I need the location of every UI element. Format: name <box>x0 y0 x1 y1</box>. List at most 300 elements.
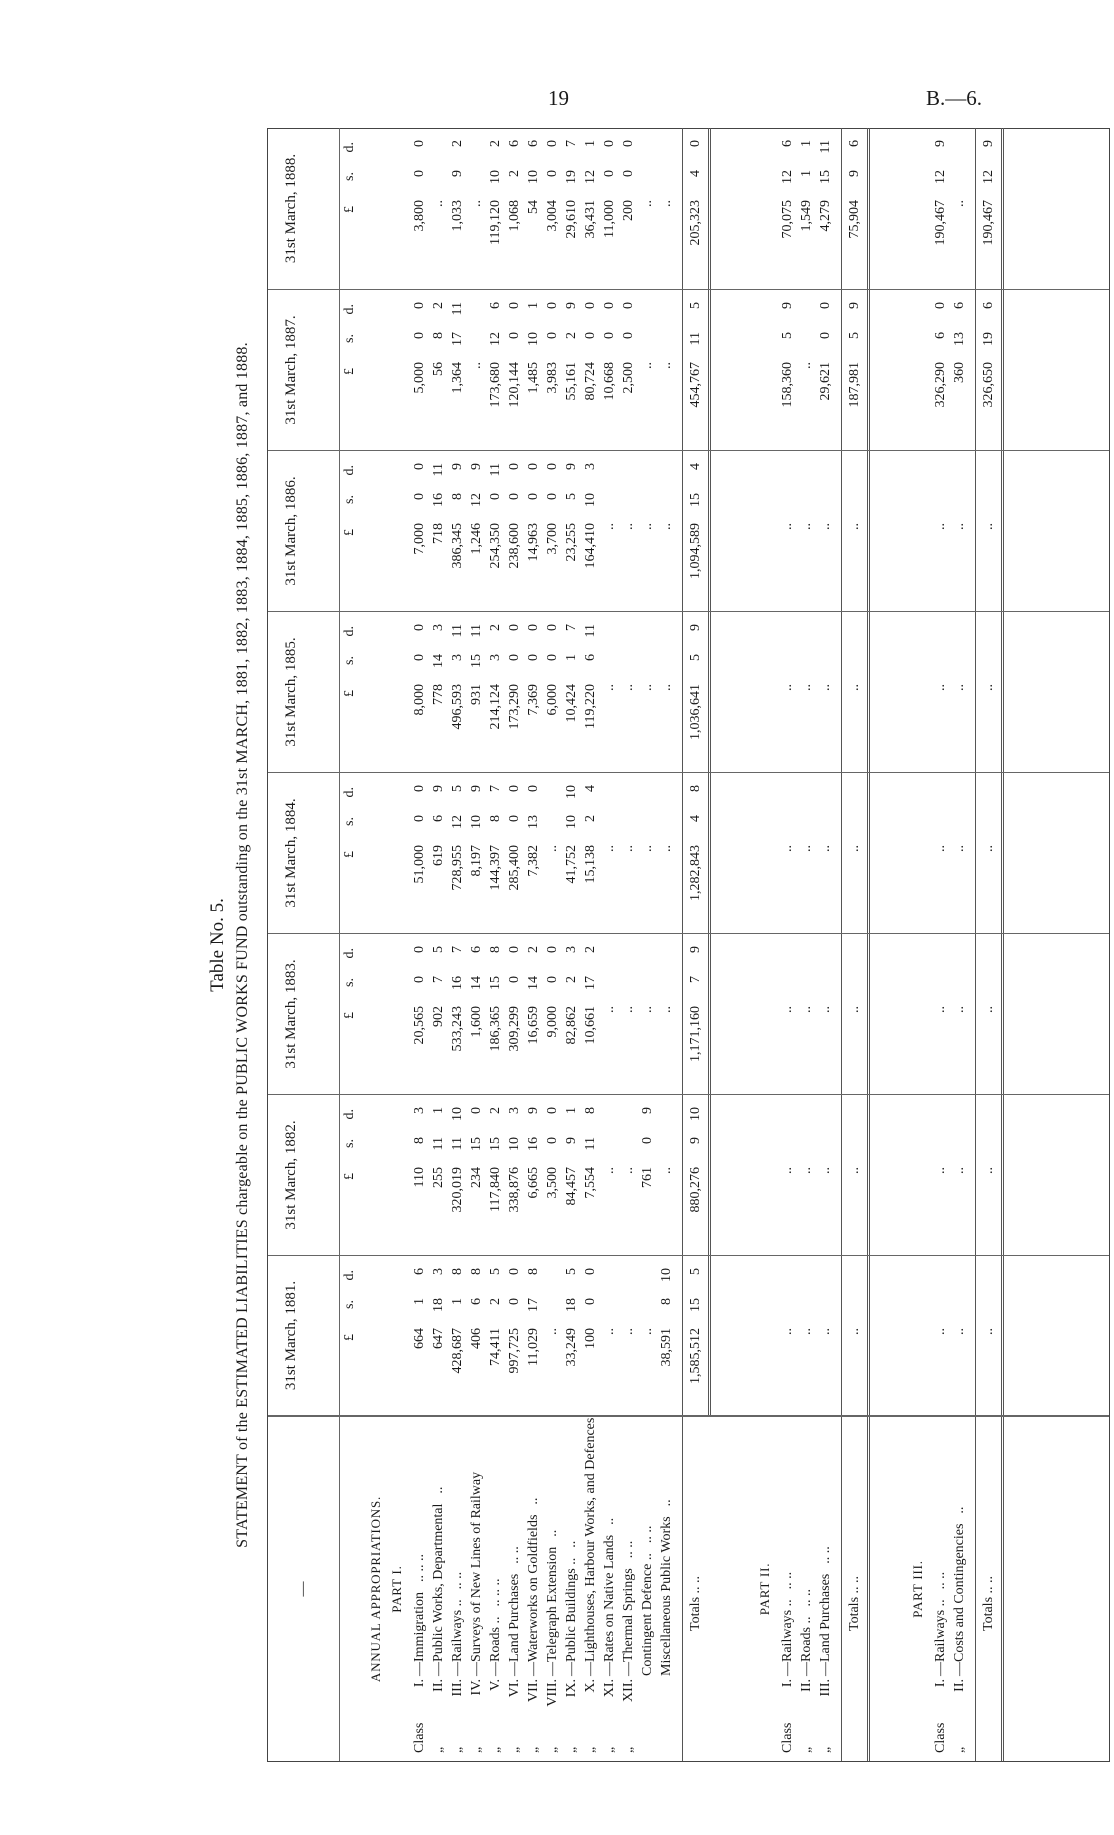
shillings-value: 0 <box>545 493 560 500</box>
total-cell <box>686 1256 705 1415</box>
value-cell <box>467 128 486 289</box>
pence-value: 0 <box>545 624 560 631</box>
pounds-value: .. <box>952 1006 967 1013</box>
shillings-value: 0 <box>507 815 522 822</box>
pounds-value: 56 <box>431 362 446 376</box>
pounds-unit: £ <box>342 1012 357 1019</box>
shillings-value: 10 <box>526 332 541 346</box>
value-cell <box>600 612 619 772</box>
totals-label: Totals .. .. <box>981 1575 996 1631</box>
appropriation-row-label <box>429 1487 448 1753</box>
value-cell <box>600 1095 619 1255</box>
appropriation-row-label <box>657 1499 676 1753</box>
total-shillings: 11 <box>688 332 703 346</box>
pounds-value: .. <box>640 684 655 691</box>
pence-value: 10 <box>564 785 579 799</box>
class-label: „ <box>621 1746 636 1753</box>
value-cell <box>638 128 657 289</box>
value-cell <box>486 773 505 933</box>
shillings-value: 0 <box>545 170 560 177</box>
pounds-value: .. <box>952 1328 967 1335</box>
pounds-value: .. <box>952 523 967 530</box>
pence-unit: d. <box>342 1109 357 1120</box>
total-cell <box>845 128 864 289</box>
value-cell <box>448 612 467 772</box>
leader-dots: .. .. <box>818 1546 833 1564</box>
value-cell <box>562 290 581 450</box>
pounds-value: .. <box>818 845 833 852</box>
value-cell <box>657 612 676 772</box>
pounds-unit: £ <box>342 851 357 858</box>
pounds-value: .. <box>799 362 814 369</box>
year-column <box>268 1094 1109 1255</box>
pence-value: 0 <box>545 463 560 470</box>
value-cell <box>950 773 969 933</box>
pounds-value: 7,554 <box>583 1167 598 1199</box>
total-rule-bottom <box>867 290 870 450</box>
value-cell <box>543 451 562 611</box>
pounds-value: .. <box>659 523 674 530</box>
appropriation-name: Miscellaneous Public Works <box>659 1516 674 1676</box>
class-label: Class <box>412 1722 427 1753</box>
pounds-value: .. <box>469 200 484 207</box>
total-rule-bottom <box>867 1256 870 1415</box>
class-numeral: I. <box>412 1679 427 1688</box>
pounds-value: 82,862 <box>564 1006 579 1045</box>
pence-value: 0 <box>602 302 617 309</box>
total-rule-top <box>841 773 842 933</box>
total-pence: 8 <box>688 785 703 792</box>
appropriation-row-label <box>467 1462 486 1753</box>
shillings-value: 3 <box>488 654 503 661</box>
pounds-value: .. <box>602 845 617 852</box>
class-numeral: V. <box>488 1679 503 1691</box>
pence-value: 9 <box>780 302 795 309</box>
total-pence: 5 <box>688 1268 703 1275</box>
value-cell <box>429 1256 448 1415</box>
appropriation-name: —Roads .. <box>799 1616 814 1676</box>
shillings-value: 10 <box>507 1137 522 1151</box>
year-column-header: 31st March, 1886. <box>268 451 340 611</box>
pounds-value: .. <box>818 1328 833 1335</box>
annual-appropriations-heading: ANNUAL APPROPRIATIONS. <box>368 1495 383 1683</box>
pence-value: 0 <box>526 463 541 470</box>
pence-value: 3 <box>431 624 446 631</box>
class-numeral: II. <box>799 1679 814 1692</box>
shillings-value: 9 <box>450 170 465 177</box>
shillings-value: 14 <box>526 976 541 990</box>
pence-value: 8 <box>469 1268 484 1275</box>
pounds-value: 761 <box>640 1167 655 1188</box>
pounds-value: 6,000 <box>545 684 560 716</box>
total-pence: 9 <box>688 946 703 953</box>
total-rule-top <box>975 1256 976 1415</box>
year-column-header: 31st March, 1885. <box>268 612 340 772</box>
value-cell <box>638 612 657 772</box>
pence-value: 8 <box>488 946 503 953</box>
appropriation-name: —Rates on Native Lands <box>602 1534 617 1676</box>
shillings-value: 14 <box>431 654 446 668</box>
value-cell <box>486 290 505 450</box>
value-cell <box>467 934 486 1094</box>
value-cell <box>931 451 950 611</box>
value-cell <box>931 934 950 1094</box>
total-cell <box>845 290 864 450</box>
class-label: „ <box>526 1746 541 1753</box>
total-rule-bottom <box>1001 451 1004 611</box>
appropriation-name: —Railways .. <box>450 1599 465 1676</box>
leader-dots: .. .. <box>799 1589 814 1607</box>
pounds-value: 20,565 <box>412 1006 427 1045</box>
pence-value: 6 <box>469 946 484 953</box>
pence-value: 9 <box>526 1107 541 1114</box>
pounds-value: 11,000 <box>602 200 617 238</box>
pence-value: 9 <box>469 785 484 792</box>
appropriation-row-label <box>562 1541 581 1753</box>
pounds-value: .. <box>640 523 655 530</box>
value-cell <box>581 1256 600 1415</box>
total-cell <box>686 451 705 611</box>
shillings-value: 1 <box>450 1298 465 1305</box>
appropriation-row-label <box>524 1498 543 1753</box>
pounds-value: .. <box>659 362 674 369</box>
shillings-value: 0 <box>488 493 503 500</box>
value-cell <box>797 128 816 289</box>
pounds-value: 4,279 <box>818 200 833 232</box>
value-cell <box>581 1095 600 1255</box>
total-rule-bottom <box>1001 1095 1004 1255</box>
pounds-value: 9,000 <box>545 1006 560 1038</box>
total-pounds: .. <box>847 684 862 691</box>
pounds-value: .. <box>659 845 674 852</box>
pounds-unit: £ <box>342 206 357 213</box>
value-cell <box>448 1256 467 1415</box>
total-rule-bottom <box>708 773 711 933</box>
total-pounds: 1,585,512 <box>688 1328 703 1384</box>
shillings-value: 0 <box>545 976 560 983</box>
leader-dots: .. <box>602 1517 617 1525</box>
total-rule-bottom <box>867 934 870 1094</box>
pence-value: 0 <box>602 140 617 147</box>
class-label: „ <box>564 1746 579 1753</box>
appropriation-name: —Land Purchases <box>818 1573 833 1676</box>
value-cell <box>429 290 448 450</box>
value-cell <box>562 128 581 289</box>
appropriation-name: —Surveys of New Lines of Railway <box>469 1471 484 1676</box>
pounds-value: 186,365 <box>488 1006 503 1052</box>
year-column-header: 31st March, 1881. <box>268 1256 340 1415</box>
pounds-value: 29,621 <box>818 362 833 401</box>
shillings-value: 0 <box>545 1137 560 1144</box>
pounds-value: 14,963 <box>526 523 541 562</box>
appropriation-name: —Telegraph Extension <box>545 1546 560 1676</box>
class-numeral: IX. <box>564 1679 579 1698</box>
pounds-value: .. <box>621 845 636 852</box>
total-cell <box>845 773 864 933</box>
pounds-value: .. <box>640 1006 655 1013</box>
value-cell <box>600 128 619 289</box>
pence-value: 6 <box>488 302 503 309</box>
value-cell <box>778 290 797 450</box>
shillings-value: 0 <box>412 815 427 822</box>
shillings-value: 15 <box>818 170 833 184</box>
leader-dots: .. .. .. <box>488 1578 503 1607</box>
pounds-value: 3,500 <box>545 1167 560 1199</box>
pounds-value: .. <box>799 1006 814 1013</box>
value-cell <box>657 1256 676 1415</box>
pounds-value: .. <box>659 684 674 691</box>
pounds-value: .. <box>799 845 814 852</box>
leader-dots: .. <box>545 1529 560 1537</box>
total-rule-top <box>975 451 976 611</box>
value-cell <box>467 773 486 933</box>
total-pounds: .. <box>981 845 996 852</box>
pounds-value: 16,659 <box>526 1006 541 1045</box>
pounds-value: 23,255 <box>564 523 579 562</box>
pounds-value: .. <box>545 845 560 852</box>
pounds-value: .. <box>640 200 655 207</box>
part-heading: PART II. <box>757 1562 772 1616</box>
value-cell <box>581 934 600 1094</box>
pence-value: 8 <box>450 1268 465 1275</box>
value-cell <box>778 612 797 772</box>
value-cell <box>524 1095 543 1255</box>
appropriation-row-label <box>931 1572 950 1753</box>
pounds-value: 647 <box>431 1328 446 1349</box>
shillings-value: 5 <box>780 332 795 339</box>
pence-value: 2 <box>431 302 446 309</box>
value-cell <box>931 1095 950 1255</box>
total-cell <box>979 934 998 1094</box>
value-cell <box>797 1256 816 1415</box>
value-cell <box>950 1256 969 1415</box>
shillings-unit: s. <box>342 172 357 181</box>
total-rule-top <box>682 128 683 289</box>
total-cell <box>686 934 705 1094</box>
appropriation-name: Contingent Defence .. <box>640 1553 655 1676</box>
pence-value: 2 <box>450 140 465 147</box>
pounds-value: 1,068 <box>507 200 522 232</box>
pence-value: 5 <box>488 1268 503 1275</box>
total-shillings: 5 <box>688 654 703 661</box>
total-pounds: .. <box>981 1167 996 1174</box>
pounds-value: .. <box>952 1167 967 1174</box>
pence-value: 6 <box>507 140 522 147</box>
pence-value: 0 <box>412 946 427 953</box>
pounds-value: 7,000 <box>412 523 427 555</box>
shillings-value: 11 <box>431 1137 446 1151</box>
shillings-value: 15 <box>469 1137 484 1151</box>
shillings-value: 0 <box>526 493 541 500</box>
shillings-value: 0 <box>507 976 522 983</box>
pence-value: 6 <box>412 1268 427 1275</box>
year-column <box>268 611 1109 772</box>
total-rule-top <box>841 934 842 1094</box>
shillings-value: 0 <box>412 976 427 983</box>
leader-dots: .. <box>952 1506 967 1514</box>
value-cell <box>778 1256 797 1415</box>
value-cell <box>797 1095 816 1255</box>
shillings-value: 0 <box>545 654 560 661</box>
class-label: „ <box>602 1746 617 1753</box>
total-rule-bottom <box>1001 128 1004 289</box>
appropriation-name: —Thermal Springs <box>621 1568 636 1676</box>
pence-value: 2 <box>526 946 541 953</box>
value-cell <box>797 451 816 611</box>
value-cell <box>486 128 505 289</box>
pence-value: 11 <box>488 463 503 477</box>
shillings-value: 0 <box>621 170 636 177</box>
value-cell <box>931 773 950 933</box>
total-rule-top <box>975 290 976 450</box>
pence-value: 2 <box>583 946 598 953</box>
leader-dots: .. .. <box>621 1540 636 1559</box>
value-cell <box>543 1095 562 1255</box>
class-numeral: VIII. <box>545 1679 560 1707</box>
pounds-value: .. <box>602 1006 617 1013</box>
pounds-unit: £ <box>342 690 357 697</box>
rotated-table-page <box>205 128 1110 1762</box>
pounds-value: .. <box>621 523 636 530</box>
pounds-value: 309,299 <box>507 1006 522 1052</box>
total-rule-top <box>841 1256 842 1415</box>
total-pounds: .. <box>981 523 996 530</box>
appropriation-name: —Railways .. <box>780 1599 795 1676</box>
value-cell <box>778 451 797 611</box>
value-cell <box>950 934 969 1094</box>
total-cell <box>979 773 998 933</box>
total-pounds: 205,323 <box>688 200 703 246</box>
leader-dots: .. .. <box>450 1571 465 1590</box>
appropriation-name: —Immigration <box>412 1592 427 1676</box>
total-pounds: .. <box>981 1006 996 1013</box>
value-cell <box>562 612 581 772</box>
total-rule-bottom <box>1001 934 1004 1094</box>
total-pence: 4 <box>688 463 703 470</box>
total-pounds: .. <box>847 523 862 530</box>
pounds-value: 15,138 <box>583 845 598 884</box>
value-cell <box>619 128 638 289</box>
pounds-value: 119,120 <box>488 200 503 245</box>
value-cell <box>600 773 619 933</box>
section-rule-bottom <box>867 1417 870 1761</box>
total-cell <box>979 290 998 450</box>
value-cell <box>505 1095 524 1255</box>
pence-value: 5 <box>450 785 465 792</box>
total-shillings: 19 <box>981 332 996 346</box>
appropriation-row-label <box>543 1530 562 1753</box>
pounds-value: 1,549 <box>799 200 814 232</box>
pounds-value: 320,019 <box>450 1167 465 1213</box>
pounds-value: 173,680 <box>488 362 503 408</box>
value-cell <box>505 934 524 1094</box>
value-cell <box>467 1256 486 1415</box>
appropriation-row-label <box>448 1572 467 1753</box>
value-cell <box>467 1095 486 1255</box>
pounds-value: .. <box>818 1167 833 1174</box>
part-heading: PART III. <box>910 1560 925 1618</box>
total-rule-bottom <box>708 934 711 1094</box>
pounds-value: .. <box>602 523 617 530</box>
value-cell <box>486 1256 505 1415</box>
shillings-value: 10 <box>526 170 541 184</box>
pounds-value: 10,424 <box>564 684 579 723</box>
total-shillings: 5 <box>847 332 862 339</box>
total-pence: 9 <box>981 140 996 147</box>
shillings-value: 16 <box>431 493 446 507</box>
shillings-value: 1 <box>564 654 579 661</box>
year-column <box>268 772 1109 933</box>
year-column-header: 31st March, 1888. <box>268 128 340 289</box>
pence-value: 1 <box>564 1107 579 1114</box>
total-rule-bottom <box>867 773 870 933</box>
shillings-value: 13 <box>526 815 541 829</box>
value-cell <box>778 934 797 1094</box>
section-rule <box>975 1417 976 1761</box>
total-rule-top <box>841 451 842 611</box>
total-rule-top <box>841 612 842 772</box>
shillings-value: 2 <box>583 815 598 822</box>
year-column <box>268 933 1109 1094</box>
value-cell <box>486 451 505 611</box>
shillings-value: 17 <box>526 1298 541 1312</box>
pence-value: 0 <box>526 785 541 792</box>
value-cell <box>429 773 448 933</box>
pounds-value: 728,955 <box>450 845 465 891</box>
total-cell <box>686 290 705 450</box>
class-label: „ <box>431 1746 446 1753</box>
total-shillings: 9 <box>847 170 862 177</box>
class-label: „ <box>952 1746 967 1753</box>
pounds-value: 997,725 <box>507 1328 522 1374</box>
pence-value: 3 <box>507 1107 522 1114</box>
pounds-value: 285,400 <box>507 845 522 891</box>
pence-value: 11 <box>818 140 833 154</box>
pence-value: 0 <box>507 1268 522 1275</box>
shillings-value: 9 <box>564 1137 579 1144</box>
pounds-value: 7,369 <box>526 684 541 716</box>
value-cell <box>505 451 524 611</box>
year-column-header: 31st March, 1883. <box>268 934 340 1094</box>
value-cell <box>410 128 429 289</box>
value-cell <box>524 773 543 933</box>
total-rule-bottom <box>867 1095 870 1255</box>
pence-value: 2 <box>488 1107 503 1114</box>
class-label: „ <box>818 1746 833 1753</box>
value-cell <box>638 451 657 611</box>
appropriation-name: —Lighthouses, Harbour Works, and Defences <box>583 1417 598 1676</box>
pounds-value: 338,876 <box>507 1167 522 1213</box>
pence-value: 1 <box>583 140 598 147</box>
pounds-value: 8,197 <box>469 845 484 877</box>
total-cell <box>979 612 998 772</box>
shillings-value: 15 <box>469 654 484 668</box>
shillings-value: 0 <box>583 1298 598 1305</box>
total-pence: 0 <box>688 140 703 147</box>
value-cell <box>638 290 657 450</box>
pounds-value: 496,593 <box>450 684 465 730</box>
pounds-value: .. <box>659 1167 674 1174</box>
total-shillings: 4 <box>688 815 703 822</box>
pence-value: 11 <box>450 624 465 638</box>
pounds-value: .. <box>640 1328 655 1335</box>
value-cell <box>816 451 835 611</box>
shillings-value: 18 <box>564 1298 579 1312</box>
pence-value: 9 <box>431 785 446 792</box>
value-cell <box>581 451 600 611</box>
pounds-unit: £ <box>342 368 357 375</box>
pence-unit: d. <box>342 465 357 476</box>
